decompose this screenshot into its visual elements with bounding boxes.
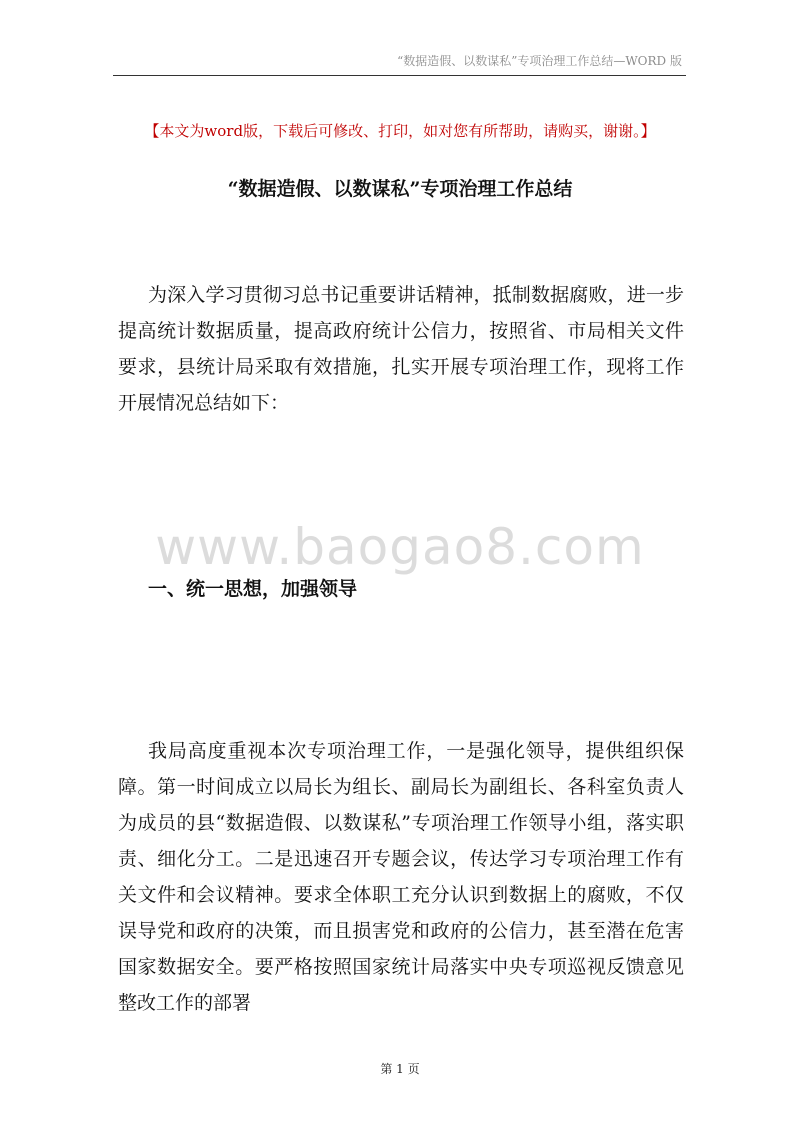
header-divider bbox=[113, 75, 686, 76]
watermark: www.baogao8.com bbox=[155, 518, 645, 576]
running-header: “数据造假、以数谋私”专项治理工作总结—WORD 版 bbox=[397, 54, 682, 68]
purchase-notice: 【本文为word版，下载后可修改、打印，如对您有所帮助，请购买，谢谢。】 bbox=[144, 122, 656, 140]
section-heading: 一、统一思想，加强领导 bbox=[148, 578, 358, 600]
document-title: “数据造假、以数谋私”专项治理工作总结 bbox=[227, 178, 573, 200]
intro-paragraph: 为深入学习贯彻习总书记重要讲话精神，抵制数据腐败，进一步提高统计数据质量，提高政府统计公信力，按照省、市局相关文件要求，县统计局采取有效措施，扎实开展专项治理工作，现将工作开展情况总结如下： bbox=[118, 284, 684, 414]
body-paragraph: 我局高度重视本次专项治理工作，一是强化领导，提供组织保障。第一时间成立以局长为组长、副局长为副组长、各科室负责人为成员的县“数据造假、以数谋私”专项治理工作领导小组，落实职责、细化分工。二是迅速召开专题会议，传达学习专项治理工作有关文件和会议精神。要求全体职工充分认识到数据上的腐败，不仅误导党和政府的决策，而且损害党和政府的公信力，甚至潜在危害国家数据安全。要严格按照国家统计局落实中央专项巡视反馈意见整改工作的部署 bbox=[118, 740, 684, 1014]
page-number: 第 1 页 bbox=[380, 1062, 420, 1076]
